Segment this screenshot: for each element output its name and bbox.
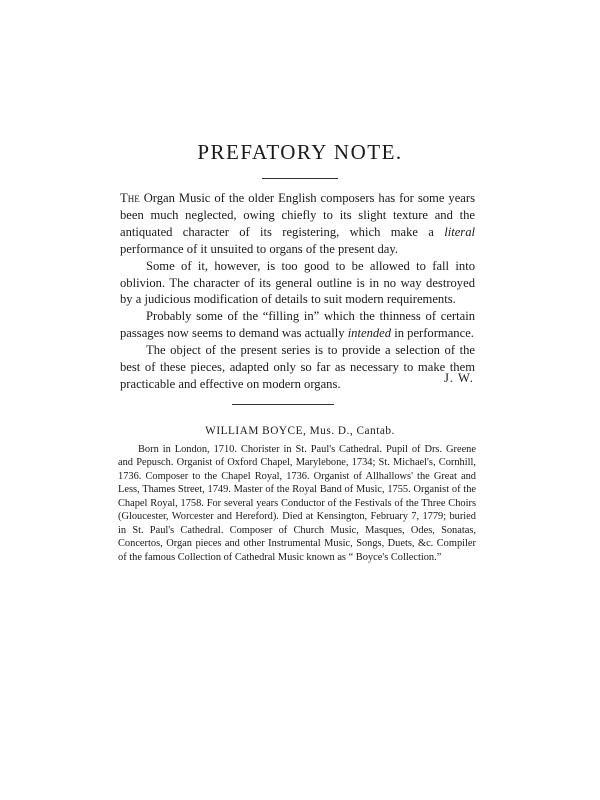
signature: J. W.: [444, 371, 474, 385]
page-title: PREFATORY NOTE.: [197, 140, 403, 164]
biography-text: Born in London, 1710. Chorister in St. Paul's Cathedral. Pupil of Drs. Greene and Pepusch. Organist of Oxford Chapel, Marylebone, 1734; St. Michael's, Cornhill, 1736. Composer to the Chapel Royal, 1736. Organist of Allhallows' the Great and Less, Thames Street, 1749. Master of the Royal Band of Music, 1755. Organist of the Chapel Royal, 1758. For several years Conductor of the Festivals of the Three Choirs (Gloucester, Worcester and Hereford). Died at Kensington, February 7, 1779; buried in St. Paul's Cathedral. Composer of Church Music, Masques, Odes, Sonatas, Concertos, Organ pieces and other Instrumental Music, Songs, Duets, &c. Compiler of the famous Collection of Cathedral Music known as “ Boyce's Collection.”: [118, 444, 476, 563]
title-divider: [262, 178, 338, 179]
biography-heading: WILLIAM BOYCE, Mus. D., Cantab.: [205, 425, 395, 437]
emphasis: literal: [444, 224, 475, 239]
note-paragraph-4: The object of the present series is to provide a selection of the best of these pieces, adapted only so far as necessary to make them practicable and effective on modern organs.: [120, 343, 475, 391]
emphasis: intended: [347, 326, 392, 341]
note-paragraph-2: Some of it, however, is too good to be allowed to fall into oblivion. The character of its general outline is in no way destroyed by a judicious modification of details to suit modern requirements.: [120, 258, 475, 307]
section-divider: [232, 404, 334, 405]
note-paragraph-1: The Organ Music of the older English composers has for some years been much neglected, owing chiefly to its slight texture and the antiquated character of its registering, which make a literal performance of it unsuited to organs of the present day.: [120, 191, 475, 256]
note-paragraph-3: Probably some of the “filling in” which the thinness of certain passages now seems to demand was actually intended in performance.: [120, 309, 475, 341]
drop-word: The: [120, 191, 140, 205]
prefatory-note: [120, 190, 475, 393]
